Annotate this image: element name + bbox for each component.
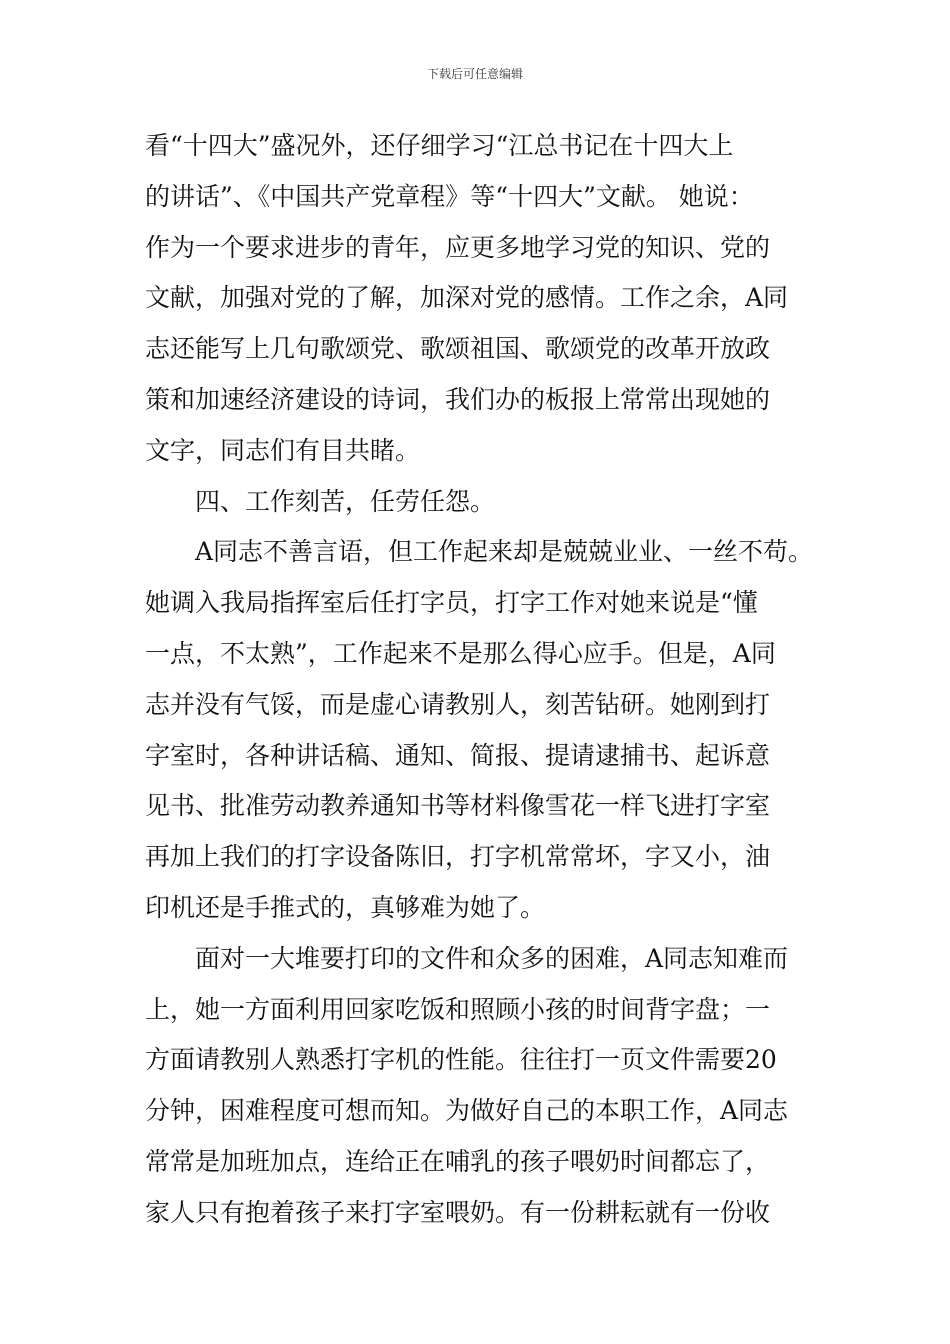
text-line: A同志不善言语，但工作起来却是兢兢业业、一丝不苟。	[195, 537, 814, 567]
text-line: 印机还是手推式的，真够难为她了。	[145, 892, 546, 922]
text-line: 志还能写上几句歌颂党、歌颂祖国、歌颂党的改革开放政	[145, 334, 771, 364]
text-line: 见书、批准劳动教养通知书等材料像雪花一样飞进打字室	[145, 791, 771, 821]
text-line: 常常是加班加点，连给正在哺乳的孩子喂奶时间都忘了，	[145, 1146, 771, 1176]
text-line: 作为一个要求进步的青年，应更多地学习党的知识、党的	[145, 232, 771, 262]
text-line: 上，她一方面利用回家吃饭和照顾小孩的时间背字盘；一	[145, 994, 771, 1024]
text-line: 字室时，各种讲话稿、通知、简报、提请逮捕书、起诉意	[145, 740, 771, 770]
text-line: 策和加速经济建设的诗词，我们办的板报上常常出现她的	[145, 384, 771, 414]
text-line: 看“十四大”盛况外，还仔细学习“江总书记在十四大上	[145, 131, 734, 160]
text-line: 志并没有气馁，而是虚心请教别人，刻苦钻研。她刚到打	[145, 689, 771, 719]
section-heading: 四、工作刻苦，任劳任怨。	[195, 486, 496, 516]
text-line: 分钟，困难程度可想而知。为做好自己的本职工作，A同志	[145, 1096, 789, 1126]
text-line: 再加上我们的打字设备陈旧，打字机常常坏，字又小，油	[145, 842, 771, 872]
text-line: 家人只有抱着孩子来打字室喂奶。有一份耕耘就有一份收	[145, 1197, 771, 1227]
text-line: 她调入我局指挥室后任打字员，打字工作对她来说是“懂	[145, 588, 758, 618]
text-line: 方面请教别人熟悉打字机的性能。往往打一页文件需要20	[145, 1045, 777, 1075]
document-body	[145, 128, 815, 1246]
text-line: 文献，加强对党的了解，加深对党的感情。工作之余，A同	[145, 283, 789, 313]
text-line: 文字，同志们有目共睹。	[145, 435, 421, 465]
text-line: 的讲话”、《中国共产党章程》等“十四大”文献。 她说：	[145, 181, 754, 211]
text-line: 面对一大堆要打印的文件和众多的困难，A同志知难而	[195, 943, 789, 973]
text-line: 一点，不太熟”，工作起来不是那么得心应手。但是，A同	[145, 638, 776, 668]
page-header: 下载后可任意编辑	[426, 67, 523, 81]
